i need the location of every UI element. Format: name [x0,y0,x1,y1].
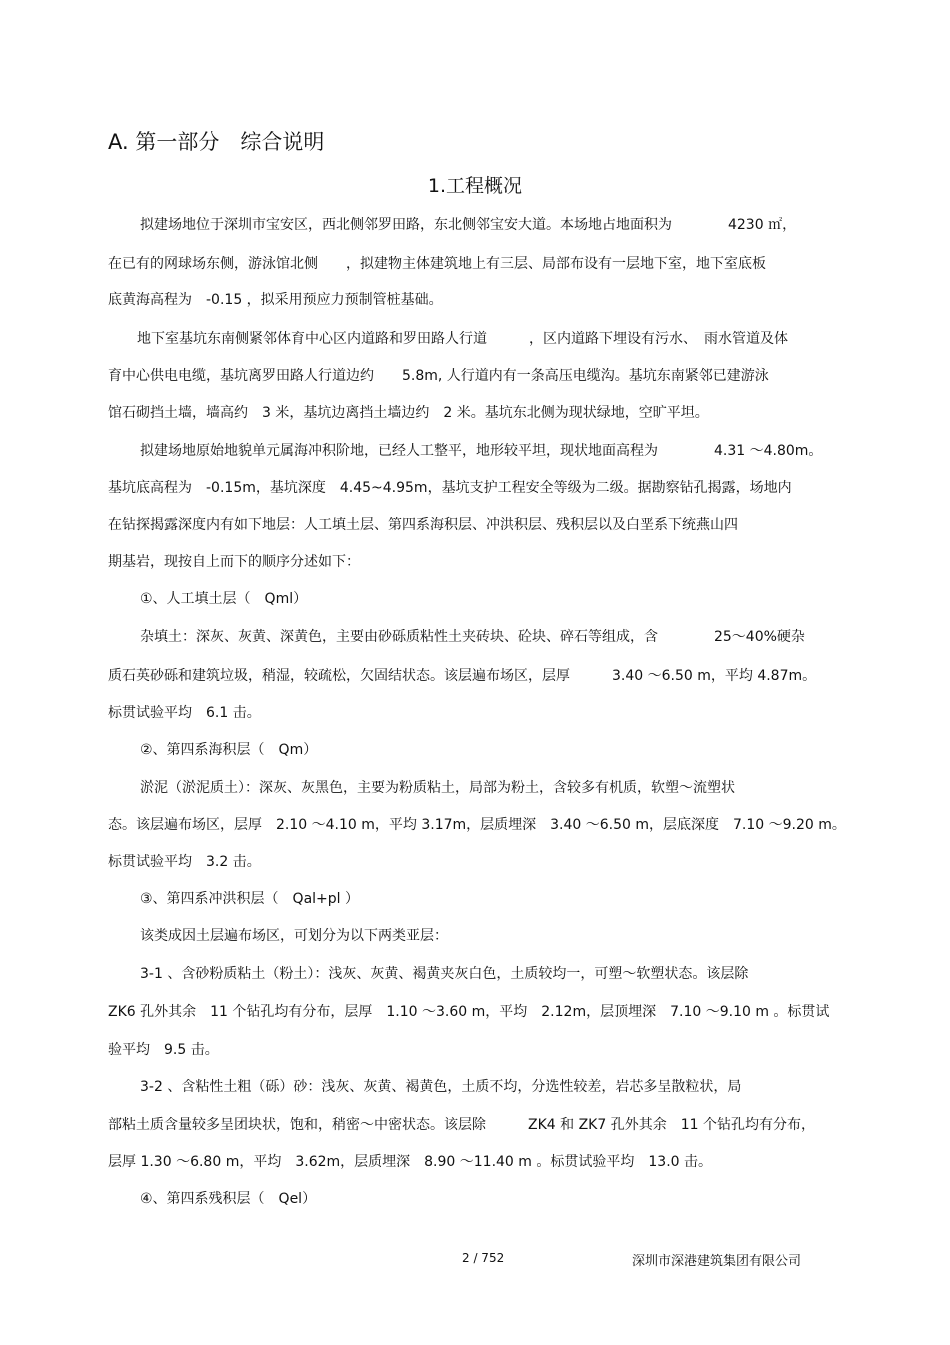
paragraph-line: 底黄海高程为 -0.15 ，拟采用预应力预制管桩基础。 [108,292,443,308]
part-heading: A. 第一部分 综合说明 [108,130,325,154]
page-number: 2 / 752 [462,1251,505,1265]
layer-heading: ③、第四系冲洪积层（ Qal+pl ） [140,891,359,907]
paragraph-line: ZK6 孔外其余 11 个钻孔均有分布，层厚 1.10 ～3.60 m，平均 2.12m，层顶埋深 7.10 ～9.10 m 。标贯试 [108,1004,830,1020]
paragraph-line: 在钻探揭露深度内有如下地层：人工填土层、第四系海积层、冲洪积层、残积层以及白垩系下统燕山四 [108,517,738,533]
paragraph-line: 3-1 、含砂粉质粘土（粉土）：浅灰、灰黄、褐黄夹灰白色，土质较均一，可塑～软塑状态。该层除 [140,966,749,982]
company-name: 深圳市深港建筑集团有限公司 [632,1254,802,1269]
paragraph-line: 态。该层遍布场区，层厚 2.10 ～4.10 m，平均 3.17m，层质埋深 3.40 ～6.50 m，层底深度 7.10 ～9.20 m。 [108,817,846,833]
paragraph-line: 期基岩，现按自上而下的顺序分述如下： [108,554,360,570]
paragraph-line: 育中心供电电缆，基坑离罗田路人行道边约 5.8m, 人行道内有一条高压电缆沟。基坑东南紧邻已建游泳 [108,368,769,384]
paragraph-line: 部粘土质含量较多呈团块状，饱和，稍密～中密状态。该层除 ZK4 和 ZK7 孔外其余 11 个钻孔均有分布， [108,1117,815,1133]
paragraph-line: 在已有的网球场东侧，游泳馆北侧 ，拟建物主体建筑地上有三层、局部布设有一层地下室，地下室底板 [108,256,766,272]
paragraph-line: 基坑底高程为 -0.15m，基坑深度 4.45~4.95m，基坑支护工程安全等级为二级。据勘察钻孔揭露，场地内 [108,480,792,496]
paragraph-line: 质石英砂砾和建筑垃圾，稍湿，较疏松，欠固结状态。该层遍布场区，层厚 3.40 ～6.50 m，平均 4.87m。 [108,668,817,684]
paragraph-line: 杂填土：深灰、灰黄、深黄色，主要由砂砾质粘性土夹砖块、砼块、碎石等组成，含 25～40%硬杂 [140,629,805,645]
paragraph-line: 该类成因土层遍布场区，可划分为以下两类亚层： [140,928,448,944]
paragraph-line: 验平均 9.5 击。 [108,1042,219,1058]
paragraph-line: 层厚 1.30 ～6.80 m，平均 3.62m，层质埋深 8.90 ～11.40 m 。标贯试验平均 13.0 击。 [108,1154,713,1170]
layer-heading: ①、人工填土层（ Qml） [140,591,308,607]
paragraph-line: 拟建场地位于深圳市宝安区，西北侧邻罗田路，东北侧邻宝安大道。本场地占地面积为 4230 ㎡， [140,217,797,233]
paragraph-line: 馆石砌挡土墙，墙高约 3 米，基坑边离挡土墙边约 2 米。基坑东北侧为现状绿地，空旷平坦。 [108,405,709,421]
layer-heading: ②、第四系海积层（ Qm） [140,742,318,758]
paragraph-line: 标贯试验平均 6.1 击。 [108,705,261,721]
layer-heading: ④、第四系残积层（ Qel） [140,1191,317,1207]
paragraph-line: 淤泥（淤泥质土）：深灰、灰黑色，主要为粉质粘土，局部为粉土，含较多有机质，软塑～流塑状 [140,780,735,796]
paragraph-line: 拟建场地原始地貌单元属海冲积阶地，已经人工整平，地形较平坦，现状地面高程为 4.31 ～4.80m。 [140,443,823,459]
paragraph-line: 地下室基坑东南侧紧邻体育中心区内道路和罗田路人行道 ，区内道路下埋设有污水、 雨水管道及体 [137,331,788,347]
section-title: 1.工程概况 [427,175,523,197]
paragraph-line: 3-2 、含粘性土粗（砾）砂：浅灰、灰黄、褐黄色，土质不均，分选性较差，岩芯多呈散粒状，局 [140,1079,742,1095]
paragraph-line: 标贯试验平均 3.2 击。 [108,854,261,870]
